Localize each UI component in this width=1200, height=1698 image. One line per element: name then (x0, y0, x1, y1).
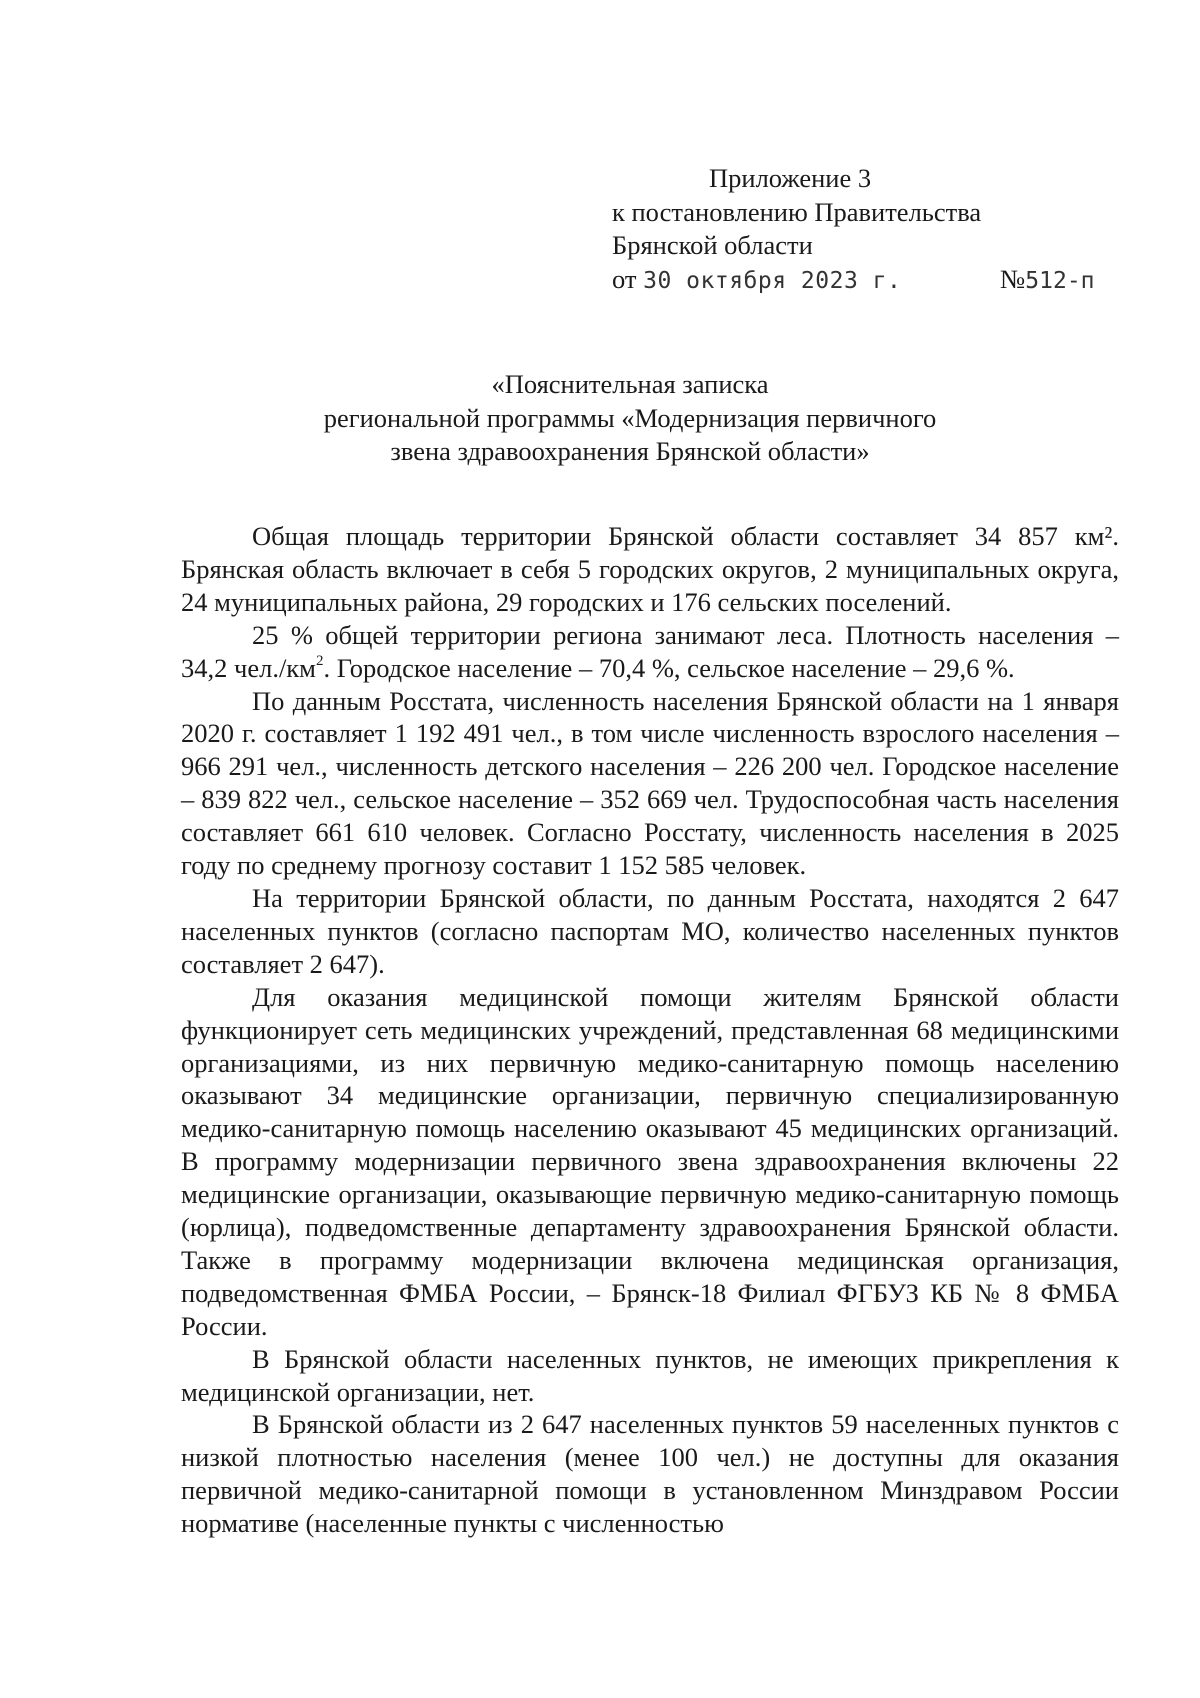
paragraph-forests (181, 619, 1119, 685)
document-title (180, 368, 1080, 469)
title-line-2: региональной программы «Модернизация первичного (323, 402, 937, 433)
appendix-date (612, 263, 981, 299)
paragraph-medical-organizations: Для оказания медицинской помощи жителям Брянской области функционирует сеть медицинских учреждений, представленная 68 медицинскими организациями, из них первичную медико-санитарную помощь населению оказывают 34 медицинские организации, первичную специализированную медико-санитарную помощь населению оказывают 45 медицинских организаций. В программу модернизации первичного звена здравоохранения включены 22 медицинские организации, оказывающие первичную медико-санитарную помощь (юрлица), подведомственные департаменту здравоохранения Брянской области. Также в программу модернизации включена медицинская организация, подведомственная ФМБА России, – Брянск-18 Филиал ФГБУЗ КБ № 8 ФМБА России. (181, 981, 1119, 1341)
appendix-number: Приложение 3 (709, 163, 872, 193)
paragraph-forests-b: . Городское население – 70,4 %, сельское население – 29,6 %. (323, 652, 1015, 683)
date-stamp: 30 октября 2023 г. (643, 267, 902, 294)
paragraph-low-density: В Брянской области из 2 647 населенных пунктов 59 населенных пунктов с низкой плотностью населения (менее 100 чел.) не доступны для оказания первичной медико-санитарной помощи в установленном Минздравом России нормативе (населенные пункты с численностью (181, 1409, 1119, 1539)
paragraph-settlements: На территории Брянской области, по данным Росстата, находятся 2 647 населенных пунктов (согласно паспортам МО, количество населенных пунктов составляет 2 647). (181, 882, 1119, 979)
date-prefix: от (612, 263, 637, 294)
title-line-1: «Пояснительная записка (491, 369, 769, 399)
number-stamp: 512-п (1025, 268, 1095, 294)
paragraph-population: По данным Росстата, численность населения Брянской области на 1 января 2020 г. составляет 1 192 491 чел., в том числе численность взрослого населения – 966 291 чел., численность детского населения – 226 200 чел. Городское население – 839 822 чел., сельское население – 352 669 чел. Трудоспособная часть населения составляет 661 610 человек. Согласно Росстату, численность населения в 2025 году по среднему прогнозу составит 1 152 585 человек. (181, 685, 1119, 881)
paragraph-territory: Общая площадь территории Брянской области составляет 34 857 км². Брянская область включает в себя 5 городских округов, 2 муниципальных округа, 24 муниципальных района, 29 городских и 176 сельских поселений. (181, 521, 1119, 617)
paragraph-attachment: В Брянской области населенных пунктов, не имеющих прикрепления к медицинской организации, нет. (181, 1343, 1119, 1407)
title-line-3: звена здравоохранения Брянской области» (390, 436, 870, 466)
appendix-header (612, 162, 1095, 298)
document-body (181, 520, 1119, 1540)
appendix-region: Брянской области (612, 230, 813, 260)
appendix-reference: к постановлению Правительства (612, 196, 982, 227)
superscript-2: 2 (315, 652, 324, 669)
number-sign: № (1000, 264, 1026, 294)
paragraph-forests-a: 25 % общей территории региона занимают леса. Плотность населения – 34,2 чел./км (181, 619, 1119, 683)
document-number (1000, 263, 1095, 299)
